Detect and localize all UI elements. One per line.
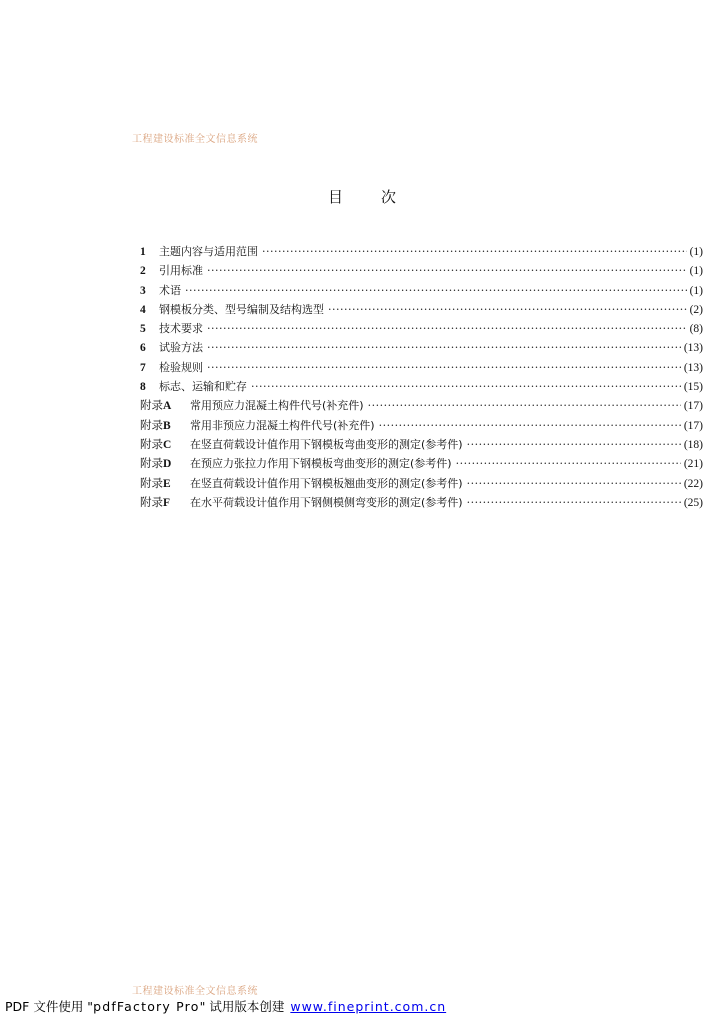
footer-prefix: PDF 文件使用 " xyxy=(5,999,94,1014)
toc-appendix-entry[interactable] xyxy=(140,436,703,455)
toc-leader-dots xyxy=(207,361,681,374)
toc-entry-label: 标志、运输和贮存 xyxy=(159,380,247,394)
appendix-prefix: 附录 xyxy=(140,458,163,471)
toc-leader-dots xyxy=(185,284,687,297)
toc-leader-dots xyxy=(251,380,681,393)
appendix-prefix: 附录 xyxy=(140,438,163,451)
toc-entry-label: 常用预应力混凝土构件代号(补充件) xyxy=(190,399,364,413)
footer-suffix: " 试用版本创建 xyxy=(199,999,285,1014)
toc-entry-label: 在水平荷载设计值作用下钢侧模侧弯变形的测定(参考件) xyxy=(190,495,463,509)
toc-title-char-2: 次 xyxy=(381,188,397,206)
toc-entry-number: 6 xyxy=(140,342,146,355)
toc-entry-page: (18) xyxy=(683,438,703,451)
toc-appendix-number xyxy=(140,494,190,510)
toc-leader-dots xyxy=(368,399,681,412)
toc-entry-label: 在预应力张拉力作用下钢模板弯曲变形的测定(参考件) xyxy=(190,457,452,471)
toc-entry-page: (1) xyxy=(689,246,703,258)
toc-entry-label: 在竖直荷载设计值作用下钢模板翘曲变形的测定(参考件) xyxy=(190,476,463,490)
toc-leader-dots xyxy=(456,457,681,470)
toc-appendix-entry[interactable] xyxy=(140,397,703,416)
toc-entry-label: 术语 xyxy=(159,283,181,297)
toc-appendix-number xyxy=(140,417,190,433)
appendix-prefix: 附录 xyxy=(140,496,163,509)
toc-entry-page: (22) xyxy=(683,477,703,490)
toc-entry-page: (21) xyxy=(683,458,703,471)
toc-appendix-entry[interactable] xyxy=(140,455,703,474)
toc-entry-page: (17) xyxy=(683,400,703,413)
footer-product: pdfFactory Pro xyxy=(93,999,200,1014)
toc-leader-dots xyxy=(467,438,681,451)
toc-appendix-number xyxy=(140,455,190,471)
appendix-prefix: 附录 xyxy=(140,419,163,432)
toc-entry-page: (1) xyxy=(689,265,703,278)
appendix-letter: D xyxy=(163,458,172,471)
toc-entry[interactable] xyxy=(140,243,703,262)
appendix-letter: F xyxy=(163,496,171,509)
toc-appendix-number xyxy=(140,397,190,413)
toc-appendix-entry[interactable] xyxy=(140,417,703,436)
toc-leader-dots xyxy=(379,419,681,432)
toc-entry-label: 在竖直荷载设计值作用下钢模板弯曲变形的测定(参考件) xyxy=(190,437,463,451)
toc-appendix-entry[interactable] xyxy=(140,494,703,513)
appendix-letter: E xyxy=(163,477,171,490)
toc-entry-label: 技术要求 xyxy=(159,322,203,336)
appendix-letter: C xyxy=(163,438,172,451)
toc-entry[interactable] xyxy=(140,262,703,281)
appendix-prefix: 附录 xyxy=(140,400,163,413)
toc-entry-number: 4 xyxy=(140,303,146,316)
toc-leader-dots xyxy=(207,341,681,354)
toc-entry-label: 检验规则 xyxy=(159,360,203,374)
toc-entry-number: 5 xyxy=(140,323,146,336)
toc-entry-number: 1 xyxy=(140,246,146,258)
toc-appendix-number xyxy=(140,475,190,491)
toc-entry[interactable] xyxy=(140,378,703,397)
toc-entry-label: 试验方法 xyxy=(159,341,203,355)
toc-leader-dots xyxy=(467,477,681,490)
toc-entry-label: 常用非预应力混凝土构件代号(补充件) xyxy=(190,418,375,432)
toc-entry[interactable] xyxy=(140,320,703,339)
toc-leader-dots xyxy=(262,245,687,258)
pdf-footer xyxy=(5,997,446,1015)
table-of-contents xyxy=(140,243,703,513)
toc-entry[interactable] xyxy=(140,339,703,358)
watermark-bottom: 工程建设标准全文信息系统 xyxy=(132,986,258,997)
toc-entry-page: (8) xyxy=(689,323,703,336)
toc-leader-dots xyxy=(207,322,687,335)
watermark-top: 工程建设标准全文信息系统 xyxy=(132,134,258,145)
toc-leader-dots xyxy=(467,496,681,509)
toc-entry-number: 8 xyxy=(140,381,146,394)
toc-appendix-number xyxy=(140,436,190,452)
toc-entry-page: (25) xyxy=(683,496,703,509)
toc-leader-dots xyxy=(328,303,687,316)
appendix-letter: A xyxy=(163,400,172,413)
toc-entry-page: (13) xyxy=(683,361,703,374)
toc-entry[interactable] xyxy=(140,282,703,301)
toc-entry-label: 主题内容与适用范围 xyxy=(159,245,258,258)
appendix-prefix: 附录 xyxy=(140,477,163,490)
toc-entry-label: 钢模板分类、型号编制及结构选型 xyxy=(159,302,324,316)
toc-entry-number: 7 xyxy=(140,361,146,374)
toc-entry-number: 2 xyxy=(140,265,146,278)
toc-title xyxy=(0,186,724,207)
toc-entry[interactable] xyxy=(140,301,703,320)
toc-entry-label: 引用标准 xyxy=(159,264,203,278)
toc-entry-page: (2) xyxy=(689,303,703,316)
toc-leader-dots xyxy=(207,264,687,277)
footer-link[interactable]: www.fineprint.com.cn xyxy=(290,999,447,1014)
toc-entry[interactable] xyxy=(140,359,703,378)
toc-entry-page: (1) xyxy=(689,284,703,297)
appendix-letter: B xyxy=(163,419,171,432)
toc-entry-number: 3 xyxy=(140,284,146,297)
toc-entry-page: (15) xyxy=(683,381,703,394)
toc-appendix-entry[interactable] xyxy=(140,475,703,494)
toc-entry-page: (13) xyxy=(683,342,703,355)
toc-entry-page: (17) xyxy=(683,419,703,432)
toc-title-char-1: 目 xyxy=(327,188,343,206)
